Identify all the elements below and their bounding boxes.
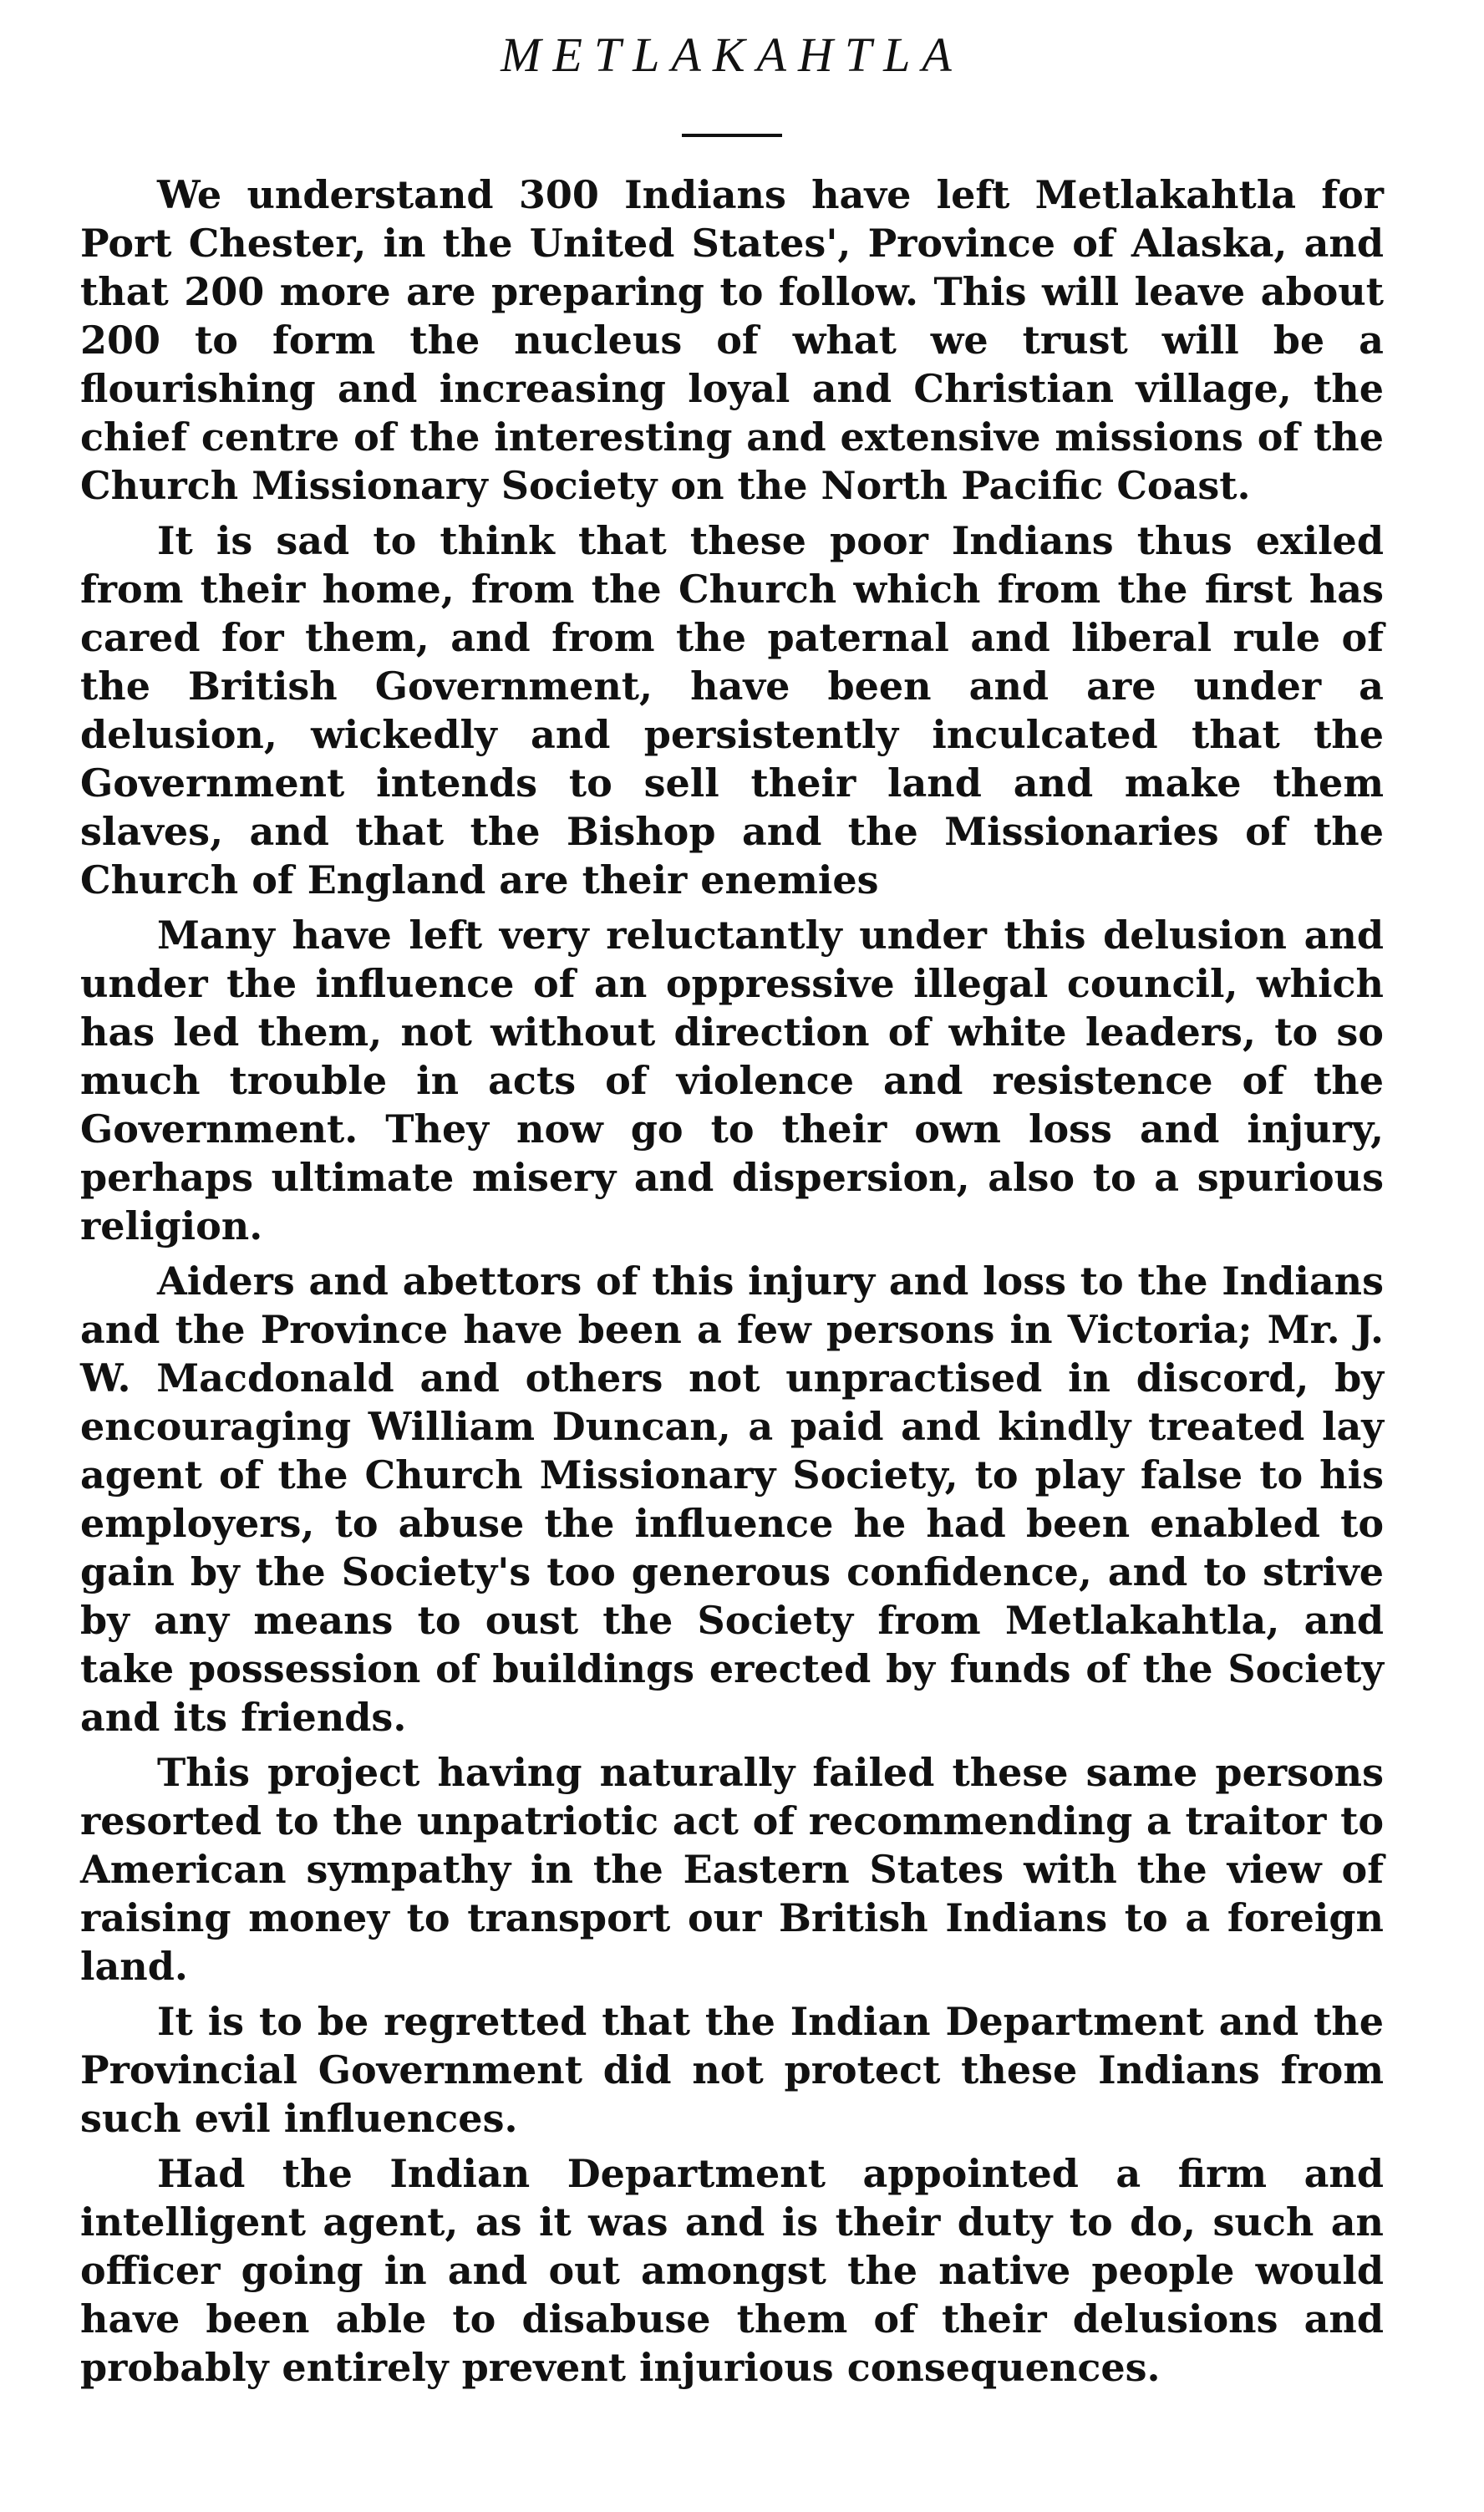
title-divider	[682, 134, 782, 137]
paragraph: We understand 300 Indians have left Metlakahtla for Port Chester, in the United States', Province of Alaska, and that 200 more are preparing to follow. This will leave about 200 to form the nucleus of what we trust will be a flourishing and increasing loyal and Christian village, the chief centre of the interesting and extensive missions of the Church Missionary Society on the North Pacific Coast.	[80, 172, 1384, 508]
paragraph: Had the Indian Department appointed a firm and intelligent agent, as it was and is their duty to do, such an officer going in and out amongst the native people would have been able to disabuse them of their delusions and probably entirely prevent injurious consequences.	[80, 2151, 1384, 2390]
paragraph: This project having naturally failed these same persons resorted to the unpatriotic act of recommending a traitor to American sympathy in the Eastern States with the view of raising money to transport our British Indians to a foreign land.	[80, 1750, 1384, 1989]
article-page	[80, 25, 1384, 2482]
paragraph: Aiders and abettors of this injury and loss to the Indians and the Province have been a few persons in Victoria; Mr. J. W. Macdonald and others not unpractised in discord, by encouraging William Duncan, a paid and kindly treated lay agent of the Church Missionary Society, to play false to his employers, to abuse the influence he had been enabled to gain by the Society's too generous confidence, and to strive by any means to oust the Society from Metlakahtla, and take possession of buildings erected by funds of the Society and its friends.	[80, 1259, 1384, 1740]
article-body	[80, 170, 1384, 2392]
paragraph: Many have left very reluctantly under this delusion and under the influence of an oppressive illegal council, which has led them, not without direction of white leaders, to so much trouble in acts of violence and resistence of the Government. They now go to their own loss and injury, perhaps ultimate misery and dispersion, also to a spurious religion.	[80, 913, 1384, 1248]
paragraph: It is to be regretted that the Indian Department and the Provincial Government did not protect these Indians from such evil influences.	[80, 1999, 1384, 2141]
paragraph: It is sad to think that these poor Indians thus exiled from their home, from the Church which from the first has cared for them, and from the paternal and liberal rule of the British Government, have been and are under a delusion, wickedly and persistently inculcated that the Government intends to sell their land and make them slaves, and that the Bishop and the Missionaries of the Church of England are their enemies	[80, 518, 1384, 903]
article-title: METLAKAHTLA	[501, 28, 963, 82]
